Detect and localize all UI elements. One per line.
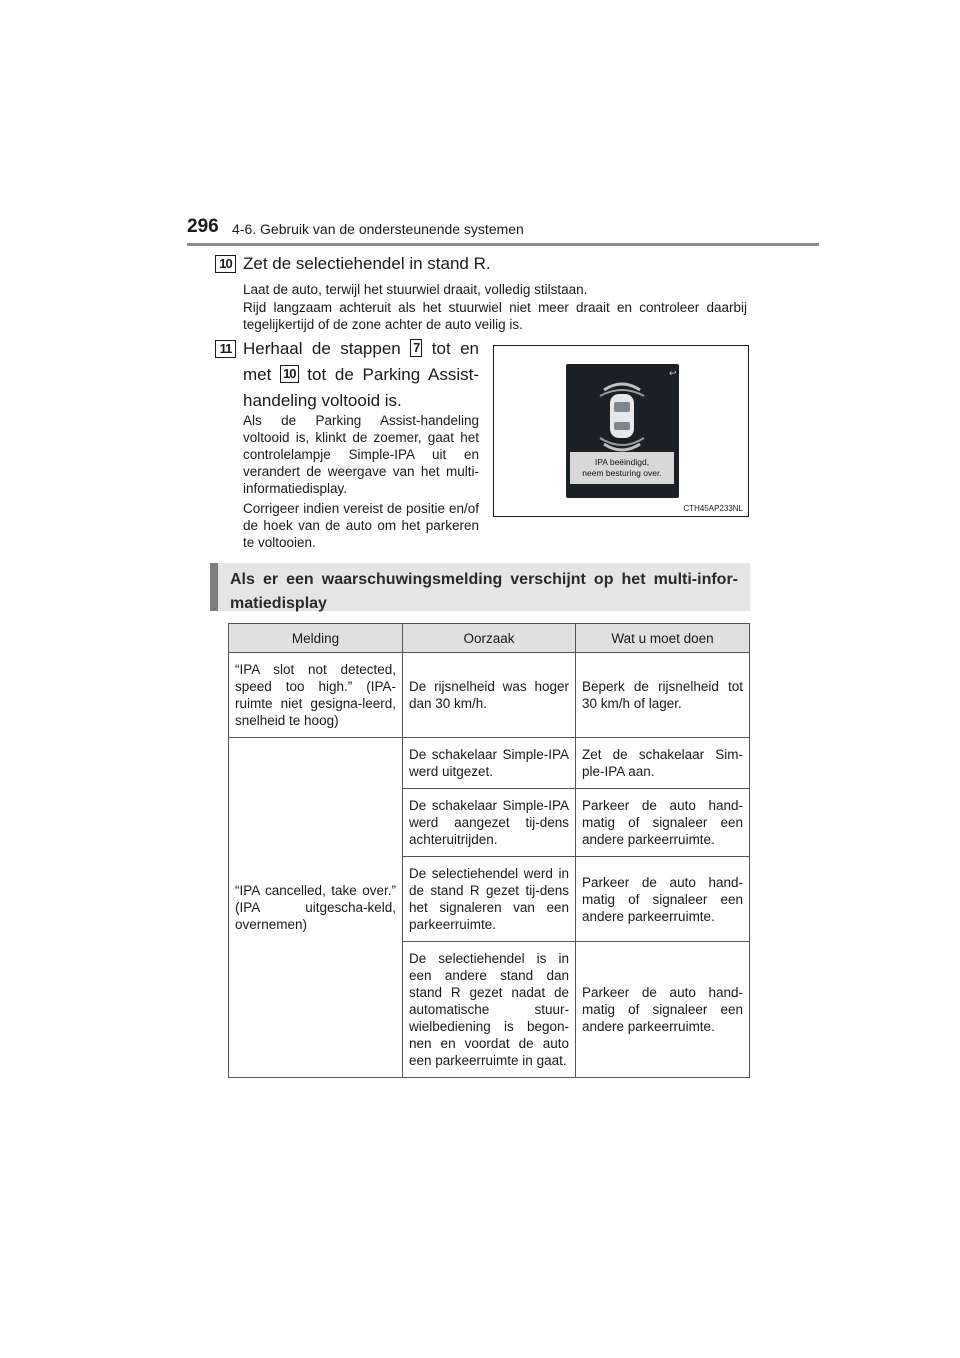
- action-cell: Zet de schakelaar Sim-ple-IPA aan.: [576, 738, 750, 789]
- screen-message-line-2: neem besturing over.: [582, 468, 662, 478]
- page-number: 296: [187, 216, 219, 237]
- cause-cell: De selectiehendel werd in de stand R gezet tij-dens het signaleren van een parkeerruimte.: [403, 857, 576, 942]
- ipa-ended-message: [570, 452, 674, 484]
- cause-cell: De selectiehendel is in een andere stand dan stand R gezet nadat de automatische stuur-wielbediening is begon-nen en voordat de auto een parkeerruimte in gaat.: [403, 942, 576, 1078]
- table-row: [229, 738, 750, 789]
- message-cell: “IPA cancelled, take over.” (IPA uitgescha-keld, overnemen): [229, 738, 403, 1078]
- step-10-body-1: Laat de auto, terwijl het stuurwiel draait, volledig stilstaan.: [243, 282, 588, 297]
- step-11-title-part-1: Herhaal de stappen: [243, 339, 401, 358]
- step-10-title: Zet de selectiehendel in stand R.: [243, 254, 491, 273]
- multi-information-display: [566, 364, 679, 498]
- display-figure: [493, 345, 749, 517]
- step-11-title: [243, 336, 479, 414]
- column-header-action: Wat u moet doen: [576, 624, 750, 653]
- action-cell: Parkeer de auto hand-matig of signaleer een andere parkeerruimte.: [576, 789, 750, 857]
- step-11-badge: 11: [215, 340, 236, 358]
- step-11-title-part-3: tot de Parking Assist-handeling voltooid is.: [243, 365, 479, 410]
- message-cell: “IPA slot not detected, speed too high.” (IPA-ruimte niet gesigna-leerd, snelheid te hoog): [229, 653, 403, 738]
- header-divider: [187, 243, 819, 246]
- step-10-ref-badge: 10: [280, 365, 298, 383]
- message-table: [228, 623, 750, 1078]
- warning-heading-text: Als er een waarschuwingsmelding verschijnt op het multi-infor-matiedisplay: [230, 571, 738, 612]
- table-row: [229, 653, 750, 738]
- step-11-body-2: Corrigeer indien vereist de positie en/of de hoek van de auto om het parkeren te voltooien.: [243, 501, 479, 550]
- section-title: 4-6. Gebruik van de ondersteunende systemen: [232, 221, 524, 237]
- step-11-body-1: Als de Parking Assist-handeling voltooid is, klinkt de zoemer, gaat het controlelampje Simple-IPA uit en verandert de weergave van het multi-informatiedisplay.: [243, 413, 479, 496]
- figure-code: CTH45AP233NL: [683, 504, 743, 513]
- cause-cell: De rijsnelheid was hoger dan 30 km/h.: [403, 653, 576, 738]
- step-10-badge: 10: [215, 255, 236, 273]
- cause-cell: De schakelaar Simple-IPA werd uitgezet.: [403, 738, 576, 789]
- cause-cell: De schakelaar Simple-IPA werd aangezet tij-dens achteruitrijden.: [403, 789, 576, 857]
- column-header-message: Melding: [229, 624, 403, 653]
- warning-section-heading: [210, 563, 750, 611]
- step-11-title-part-2: tot en met: [243, 339, 479, 384]
- column-header-cause: Oorzaak: [403, 624, 576, 653]
- screen-message-line-1: IPA beëindigd,: [594, 457, 650, 467]
- table-header-row: [229, 624, 750, 653]
- back-arrow-icon: ↩: [669, 369, 677, 379]
- action-cell: Parkeer de auto hand-matig of signaleer een andere parkeerruimte.: [576, 857, 750, 942]
- step-10-body-2: Rijd langzaam achteruit als het stuurwiel niet meer draait en controleer daarbij tegelijkertijd of de zone achter de auto veilig is.: [243, 300, 747, 332]
- step-7-ref-badge: 7: [410, 339, 422, 357]
- action-cell: Parkeer de auto hand-matig of signaleer een andere parkeerruimte.: [576, 942, 750, 1078]
- action-cell: Beperk de rijsnelheid tot 30 km/h of lager.: [576, 653, 750, 738]
